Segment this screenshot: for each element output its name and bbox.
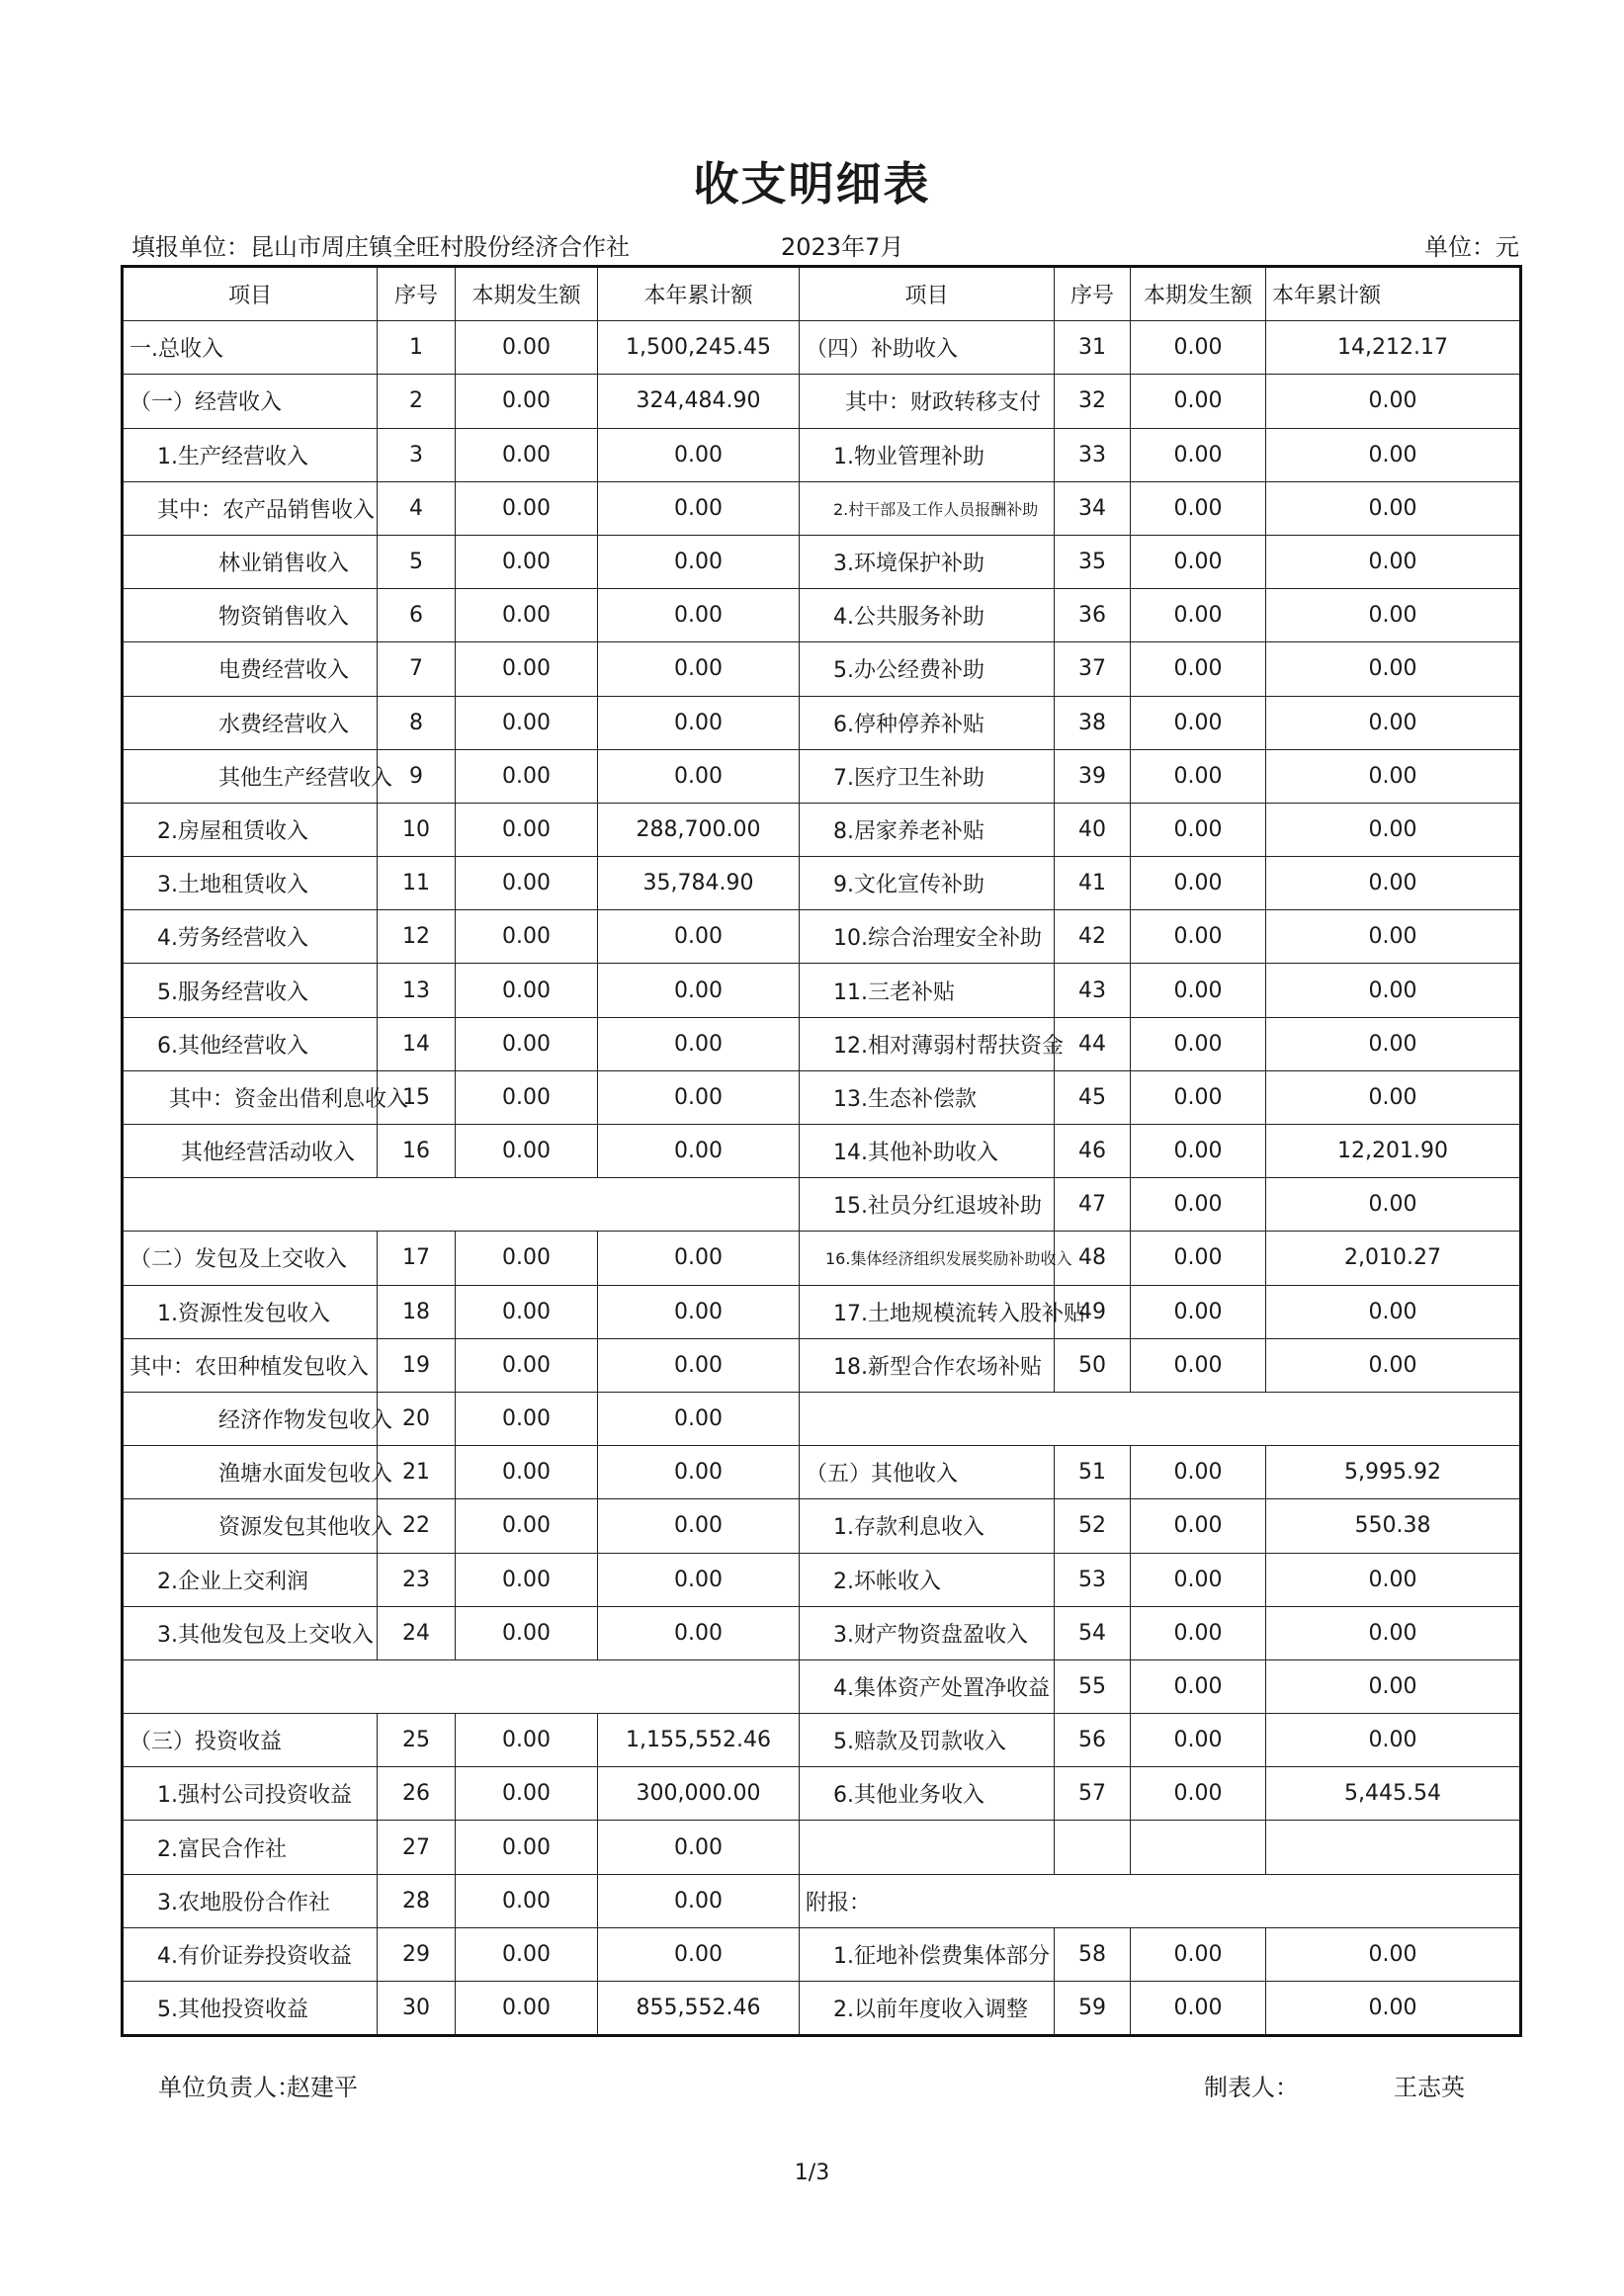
item-label: 5.其他投资收益 — [123, 1982, 378, 2036]
item-label: 1.强村公司投资收益 — [123, 1767, 378, 1821]
current-amount: 0.00 — [1131, 1125, 1266, 1178]
sequence-number: 26 — [378, 1767, 456, 1821]
table-row — [123, 535, 1521, 588]
current-amount: 0.00 — [456, 481, 598, 535]
sequence-number: 15 — [378, 1070, 456, 1124]
item-label: 物资销售收入 — [123, 589, 378, 642]
item-label: 12.相对薄弱村帮扶资金 — [800, 1017, 1055, 1070]
ytd-amount: 1,500,245.45 — [598, 321, 800, 375]
item-label: 3.其他发包及上交收入 — [123, 1606, 378, 1659]
ytd-amount: 0.00 — [1266, 1714, 1521, 1767]
sequence-number: 5 — [378, 535, 456, 588]
ytd-amount: 0.00 — [1266, 1285, 1521, 1338]
column-header-current: 本期发生额 — [1131, 267, 1266, 321]
item-label: 3.土地租赁收入 — [123, 857, 378, 910]
table-row — [123, 321, 1521, 375]
item-label: 9.文化宣传补助 — [800, 857, 1055, 910]
ytd-amount: 0.00 — [1266, 1606, 1521, 1659]
current-amount: 0.00 — [456, 321, 598, 375]
sequence-number: 23 — [378, 1553, 456, 1606]
empty-cell — [1055, 1821, 1131, 1874]
current-amount: 0.00 — [1131, 696, 1266, 749]
column-header-ytd: 本年累计额 — [1266, 267, 1521, 321]
ytd-amount: 5,445.54 — [1266, 1767, 1521, 1821]
current-amount: 0.00 — [456, 803, 598, 856]
ytd-amount: 0.00 — [1266, 964, 1521, 1017]
current-amount: 0.00 — [1131, 1178, 1266, 1232]
sequence-number: 3 — [378, 428, 456, 481]
table-row — [123, 1232, 1521, 1285]
item-label: 5.服务经营收入 — [123, 964, 378, 1017]
current-amount: 0.00 — [1131, 428, 1266, 481]
ytd-amount: 0.00 — [598, 1553, 800, 1606]
item-label: （四）补助收入 — [800, 321, 1055, 375]
sequence-number: 58 — [1055, 1927, 1131, 1981]
sequence-number: 28 — [378, 1874, 456, 1927]
ytd-amount: 0.00 — [598, 1392, 800, 1445]
table-row — [123, 964, 1521, 1017]
sequence-number: 10 — [378, 803, 456, 856]
current-amount: 0.00 — [1131, 1553, 1266, 1606]
current-amount: 0.00 — [1131, 964, 1266, 1017]
current-amount: 0.00 — [456, 1874, 598, 1927]
ytd-amount: 0.00 — [598, 1070, 800, 1124]
column-header-item: 项目 — [123, 267, 378, 321]
empty-cell — [800, 1821, 1055, 1874]
table-row — [123, 749, 1521, 803]
ytd-amount: 0.00 — [1266, 1338, 1521, 1392]
table-row — [123, 1714, 1521, 1767]
ytd-amount: 855,552.46 — [598, 1982, 800, 2036]
item-label: 5.办公经费补助 — [800, 642, 1055, 696]
sequence-number: 13 — [378, 964, 456, 1017]
ytd-amount: 0.00 — [1266, 642, 1521, 696]
table-row — [123, 1070, 1521, 1124]
ytd-amount: 0.00 — [1266, 481, 1521, 535]
sequence-number: 9 — [378, 749, 456, 803]
table-row — [123, 696, 1521, 749]
table-row — [123, 1178, 1521, 1232]
page-number: 1/3 — [794, 2161, 830, 2185]
sequence-number: 2 — [378, 375, 456, 428]
sequence-number: 4 — [378, 481, 456, 535]
ytd-amount: 0.00 — [1266, 857, 1521, 910]
sequence-number: 47 — [1055, 1178, 1131, 1232]
table-row — [123, 589, 1521, 642]
responsible-name: 赵建平 — [287, 2074, 358, 2101]
sequence-number: 36 — [1055, 589, 1131, 642]
table-row — [123, 481, 1521, 535]
ytd-amount: 0.00 — [1266, 535, 1521, 588]
current-amount: 0.00 — [1131, 1606, 1266, 1659]
current-amount: 0.00 — [1131, 1017, 1266, 1070]
table-row — [123, 910, 1521, 964]
sequence-number: 1 — [378, 321, 456, 375]
current-amount: 0.00 — [456, 1285, 598, 1338]
ytd-amount: 288,700.00 — [598, 803, 800, 856]
item-label: 电费经营收入 — [123, 642, 378, 696]
sequence-number: 44 — [1055, 1017, 1131, 1070]
sequence-number: 59 — [1055, 1982, 1131, 2036]
current-amount: 0.00 — [456, 696, 598, 749]
current-amount: 0.00 — [1131, 589, 1266, 642]
sequence-number: 19 — [378, 1338, 456, 1392]
current-amount: 0.00 — [456, 1017, 598, 1070]
table-header-row — [123, 267, 1521, 321]
sequence-number: 35 — [1055, 535, 1131, 588]
sequence-number: 27 — [378, 1821, 456, 1874]
ytd-amount: 0.00 — [598, 910, 800, 964]
ytd-amount: 5,995.92 — [1266, 1446, 1521, 1499]
sequence-number: 7 — [378, 642, 456, 696]
column-header-current: 本期发生额 — [456, 267, 598, 321]
sequence-number: 30 — [378, 1982, 456, 2036]
sequence-number: 6 — [378, 589, 456, 642]
current-amount: 0.00 — [456, 1070, 598, 1124]
current-amount: 0.00 — [1131, 481, 1266, 535]
sequence-number: 32 — [1055, 375, 1131, 428]
item-label: 资源发包其他收入 — [123, 1499, 378, 1553]
item-label: 4.劳务经营收入 — [123, 910, 378, 964]
sequence-number: 21 — [378, 1446, 456, 1499]
current-amount: 0.00 — [1131, 1714, 1266, 1767]
current-amount: 0.00 — [1131, 803, 1266, 856]
ytd-amount: 0.00 — [1266, 1659, 1521, 1713]
current-amount: 0.00 — [1131, 1070, 1266, 1124]
sequence-number: 45 — [1055, 1070, 1131, 1124]
reporting-unit: 填报单位：昆山市周庄镇全旺村股份经济合作社 — [131, 233, 630, 261]
ytd-amount: 550.38 — [1266, 1499, 1521, 1553]
current-amount: 0.00 — [1131, 1232, 1266, 1285]
item-label: 4.集体资产处置净收益 — [800, 1659, 1055, 1713]
responsible-label: 单位负责人： — [158, 2074, 300, 2101]
item-label: 8.居家养老补贴 — [800, 803, 1055, 856]
item-label: 13.生态补偿款 — [800, 1070, 1055, 1124]
current-amount: 0.00 — [1131, 1659, 1266, 1713]
item-label: 其中：农田种植发包收入 — [123, 1338, 378, 1392]
sequence-number: 42 — [1055, 910, 1131, 964]
current-amount: 0.00 — [456, 749, 598, 803]
sequence-number: 48 — [1055, 1232, 1131, 1285]
ytd-amount: 0.00 — [598, 481, 800, 535]
ytd-amount: 0.00 — [598, 1821, 800, 1874]
item-label: 一.总收入 — [123, 321, 378, 375]
table-row — [123, 1821, 1521, 1874]
sequence-number: 55 — [1055, 1659, 1131, 1713]
ytd-amount: 0.00 — [1266, 749, 1521, 803]
item-label: 渔塘水面发包收入 — [123, 1446, 378, 1499]
ytd-amount: 0.00 — [598, 428, 800, 481]
current-amount: 0.00 — [1131, 1499, 1266, 1553]
column-header-seq: 序号 — [378, 267, 456, 321]
item-label: 2.村干部及工作人员报酬补助 — [800, 481, 1055, 535]
currency-unit: 单位：元 — [1424, 233, 1519, 261]
table-row — [123, 642, 1521, 696]
sequence-number: 17 — [378, 1232, 456, 1285]
sequence-number: 22 — [378, 1499, 456, 1553]
item-label: 6.停种停养补贴 — [800, 696, 1055, 749]
current-amount: 0.00 — [456, 1499, 598, 1553]
ytd-amount: 0.00 — [598, 1338, 800, 1392]
sequence-number: 54 — [1055, 1606, 1131, 1659]
item-label: 11.三老补贴 — [800, 964, 1055, 1017]
sequence-number: 39 — [1055, 749, 1131, 803]
ytd-amount: 14,212.17 — [1266, 321, 1521, 375]
blank-cell — [123, 1178, 800, 1232]
table-row — [123, 803, 1521, 856]
sequence-number: 43 — [1055, 964, 1131, 1017]
ytd-amount: 0.00 — [598, 589, 800, 642]
table-row — [123, 1927, 1521, 1981]
table-row — [123, 375, 1521, 428]
item-label: 7.医疗卫生补助 — [800, 749, 1055, 803]
table-row — [123, 1285, 1521, 1338]
current-amount: 0.00 — [456, 1606, 598, 1659]
sequence-number: 37 — [1055, 642, 1131, 696]
column-header-ytd: 本年累计额 — [598, 267, 800, 321]
item-label: 其中：农产品销售收入 — [123, 481, 378, 535]
table-row — [123, 1982, 1521, 2036]
sequence-number: 38 — [1055, 696, 1131, 749]
preparer-name: 王志英 — [1394, 2074, 1465, 2101]
item-label: 10.综合治理安全补助 — [800, 910, 1055, 964]
table-row — [123, 1499, 1521, 1553]
item-label: 其他经营活动收入 — [123, 1125, 378, 1178]
sequence-number: 50 — [1055, 1338, 1131, 1392]
current-amount: 0.00 — [1131, 1982, 1266, 2036]
report-period: 2023年7月 — [781, 233, 904, 261]
ytd-amount: 0.00 — [598, 964, 800, 1017]
current-amount: 0.00 — [456, 1125, 598, 1178]
item-label: （三）投资收益 — [123, 1714, 378, 1767]
item-label: 1.存款利息收入 — [800, 1499, 1055, 1553]
ytd-amount: 1,155,552.46 — [598, 1714, 800, 1767]
item-label: 18.新型合作农场补贴 — [800, 1338, 1055, 1392]
ytd-amount: 0.00 — [1266, 589, 1521, 642]
sequence-number: 11 — [378, 857, 456, 910]
current-amount: 0.00 — [1131, 1446, 1266, 1499]
ytd-amount: 0.00 — [598, 749, 800, 803]
table-row — [123, 1659, 1521, 1713]
sequence-number: 16 — [378, 1125, 456, 1178]
item-label: 4.公共服务补助 — [800, 589, 1055, 642]
current-amount: 0.00 — [456, 1446, 598, 1499]
ytd-amount: 0.00 — [1266, 696, 1521, 749]
current-amount: 0.00 — [456, 642, 598, 696]
current-amount: 0.00 — [1131, 1927, 1266, 1981]
current-amount: 0.00 — [456, 589, 598, 642]
current-amount: 0.00 — [1131, 910, 1266, 964]
current-amount: 0.00 — [456, 1232, 598, 1285]
ytd-amount: 0.00 — [598, 1499, 800, 1553]
item-label: 1.物业管理补助 — [800, 428, 1055, 481]
ytd-amount: 0.00 — [1266, 1927, 1521, 1981]
ytd-amount: 0.00 — [598, 642, 800, 696]
item-label: 4.有价证券投资收益 — [123, 1927, 378, 1981]
empty-cell — [1131, 1821, 1266, 1874]
ytd-amount: 0.00 — [598, 1125, 800, 1178]
current-amount: 0.00 — [456, 1338, 598, 1392]
current-amount: 0.00 — [1131, 375, 1266, 428]
sequence-number: 52 — [1055, 1499, 1131, 1553]
item-label: 2.坏帐收入 — [800, 1553, 1055, 1606]
table-row — [123, 1392, 1521, 1445]
ytd-amount: 0.00 — [1266, 1982, 1521, 2036]
current-amount: 0.00 — [456, 1392, 598, 1445]
table-row — [123, 1125, 1521, 1178]
item-label: 其中：财政转移支付 — [800, 375, 1055, 428]
sequence-number: 14 — [378, 1017, 456, 1070]
table-row — [123, 857, 1521, 910]
sequence-number: 41 — [1055, 857, 1131, 910]
item-label: 16.集体经济组织发展奖励补助收入 — [800, 1232, 1055, 1285]
table-row — [123, 1606, 1521, 1659]
ytd-amount: 0.00 — [1266, 1178, 1521, 1232]
item-label: 1.征地补偿费集体部分 — [800, 1927, 1055, 1981]
item-label: 15.社员分红退坡补助 — [800, 1178, 1055, 1232]
current-amount: 0.00 — [1131, 321, 1266, 375]
ytd-amount: 0.00 — [598, 1446, 800, 1499]
sequence-number: 56 — [1055, 1714, 1131, 1767]
ytd-amount: 0.00 — [598, 1927, 800, 1981]
sequence-number: 18 — [378, 1285, 456, 1338]
current-amount: 0.00 — [1131, 857, 1266, 910]
item-label: 6.其他经营收入 — [123, 1017, 378, 1070]
table-row — [123, 1017, 1521, 1070]
current-amount: 0.00 — [456, 964, 598, 1017]
ytd-amount: 300,000.00 — [598, 1767, 800, 1821]
ytd-amount: 0.00 — [1266, 428, 1521, 481]
item-label: 2.富民合作社 — [123, 1821, 378, 1874]
item-label: （二）发包及上交收入 — [123, 1232, 378, 1285]
sequence-number: 53 — [1055, 1553, 1131, 1606]
ytd-amount: 324,484.90 — [598, 375, 800, 428]
item-label: 14.其他补助收入 — [800, 1125, 1055, 1178]
item-label: 2.企业上交利润 — [123, 1553, 378, 1606]
ytd-amount: 0.00 — [598, 1285, 800, 1338]
current-amount: 0.00 — [1131, 642, 1266, 696]
sequence-number: 49 — [1055, 1285, 1131, 1338]
item-label: 林业销售收入 — [123, 535, 378, 588]
sequence-number: 34 — [1055, 481, 1131, 535]
table-body — [123, 321, 1521, 2036]
ytd-amount: 0.00 — [1266, 803, 1521, 856]
item-label: 2.房屋租赁收入 — [123, 803, 378, 856]
ytd-amount: 35,784.90 — [598, 857, 800, 910]
ytd-amount: 0.00 — [598, 1017, 800, 1070]
item-label: 1.资源性发包收入 — [123, 1285, 378, 1338]
current-amount: 0.00 — [1131, 749, 1266, 803]
current-amount: 0.00 — [1131, 535, 1266, 588]
current-amount: 0.00 — [1131, 1767, 1266, 1821]
current-amount: 0.00 — [456, 1821, 598, 1874]
current-amount: 0.00 — [456, 1927, 598, 1981]
current-amount: 0.00 — [1131, 1338, 1266, 1392]
sequence-number: 29 — [378, 1927, 456, 1981]
ytd-amount: 0.00 — [1266, 1017, 1521, 1070]
current-amount: 0.00 — [456, 1714, 598, 1767]
sequence-number: 20 — [378, 1392, 456, 1445]
current-amount: 0.00 — [456, 910, 598, 964]
current-amount: 0.00 — [456, 1553, 598, 1606]
sequence-number: 57 — [1055, 1767, 1131, 1821]
ytd-amount: 12,201.90 — [1266, 1125, 1521, 1178]
current-amount: 0.00 — [456, 1767, 598, 1821]
sequence-number: 33 — [1055, 428, 1131, 481]
ytd-amount: 0.00 — [598, 1232, 800, 1285]
current-amount: 0.00 — [456, 428, 598, 481]
item-label: 5.赔款及罚款收入 — [800, 1714, 1055, 1767]
item-label: 1.生产经营收入 — [123, 428, 378, 481]
item-label: 6.其他业务收入 — [800, 1767, 1055, 1821]
report-title: 收支明细表 — [693, 157, 931, 211]
sequence-number: 8 — [378, 696, 456, 749]
item-label: 17.土地规模流转入股补贴 — [800, 1285, 1055, 1338]
item-label: （五）其他收入 — [800, 1446, 1055, 1499]
empty-cell — [1266, 1821, 1521, 1874]
ytd-amount: 0.00 — [1266, 375, 1521, 428]
item-label: 水费经营收入 — [123, 696, 378, 749]
table-row — [123, 1338, 1521, 1392]
ytd-amount: 0.00 — [1266, 1070, 1521, 1124]
item-label: 3.财产物资盘盈收入 — [800, 1606, 1055, 1659]
item-label: 其他生产经营收入 — [123, 749, 378, 803]
sequence-number: 46 — [1055, 1125, 1131, 1178]
current-amount: 0.00 — [456, 1982, 598, 2036]
ytd-amount: 0.00 — [598, 1606, 800, 1659]
preparer-label: 制表人： — [1204, 2074, 1299, 2101]
sequence-number: 12 — [378, 910, 456, 964]
sequence-number: 24 — [378, 1606, 456, 1659]
item-label: 3.农地股份合作社 — [123, 1874, 378, 1927]
current-amount: 0.00 — [1131, 1285, 1266, 1338]
current-amount: 0.00 — [456, 857, 598, 910]
income-expense-table — [121, 265, 1522, 2037]
current-amount: 0.00 — [456, 375, 598, 428]
item-label: 3.环境保护补助 — [800, 535, 1055, 588]
sequence-number: 25 — [378, 1714, 456, 1767]
item-label: （一）经营收入 — [123, 375, 378, 428]
current-amount: 0.00 — [456, 535, 598, 588]
appendix-label: 附报： — [800, 1874, 1521, 1927]
item-label: 其中：资金出借利息收入 — [123, 1070, 378, 1124]
table-row — [123, 1553, 1521, 1606]
sequence-number: 40 — [1055, 803, 1131, 856]
ytd-amount: 0.00 — [598, 696, 800, 749]
item-label: 经济作物发包收入 — [123, 1392, 378, 1445]
blank-cell — [800, 1392, 1521, 1445]
sequence-number: 51 — [1055, 1446, 1131, 1499]
table-row — [123, 428, 1521, 481]
table-row — [123, 1767, 1521, 1821]
ytd-amount: 0.00 — [598, 535, 800, 588]
table-row — [123, 1874, 1521, 1927]
column-header-seq: 序号 — [1055, 267, 1131, 321]
sequence-number: 31 — [1055, 321, 1131, 375]
item-label: 2.以前年度收入调整 — [800, 1982, 1055, 2036]
ytd-amount: 0.00 — [1266, 1553, 1521, 1606]
ytd-amount: 0.00 — [1266, 910, 1521, 964]
ytd-amount: 0.00 — [598, 1874, 800, 1927]
ytd-amount: 2,010.27 — [1266, 1232, 1521, 1285]
column-header-item: 项目 — [800, 267, 1055, 321]
table-row — [123, 1446, 1521, 1499]
blank-cell — [123, 1659, 800, 1713]
